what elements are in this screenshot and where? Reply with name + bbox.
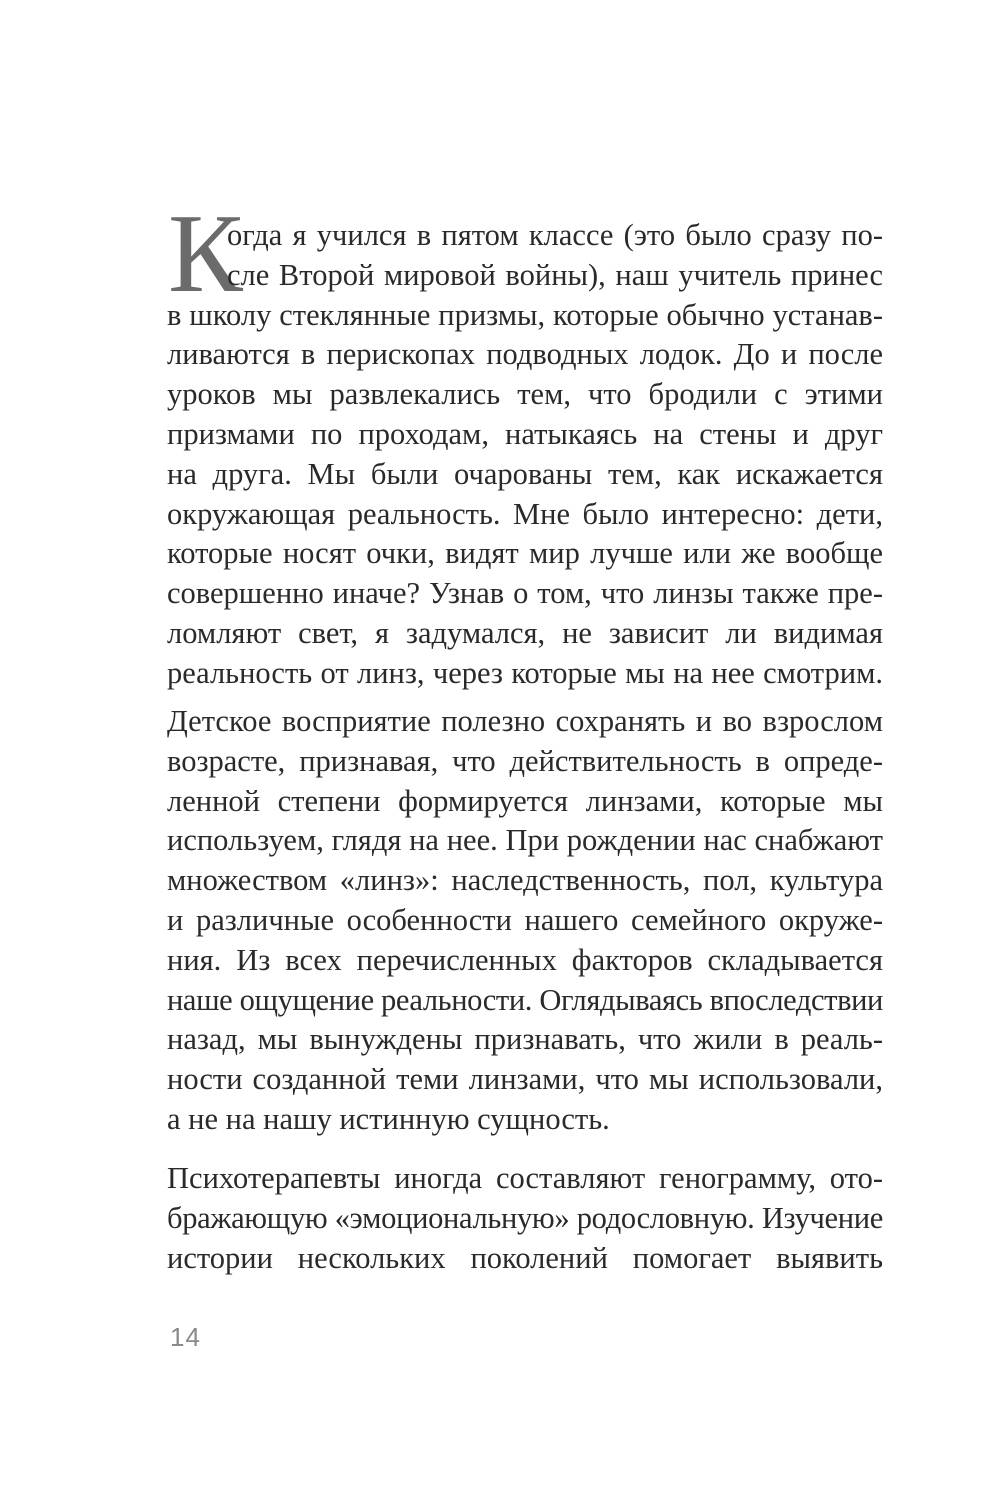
- paragraph-3: [167, 1159, 883, 1278]
- paragraph-line: множеством «линз»: наследственность, пол, культура: [167, 863, 883, 898]
- paragraph-line: сле Второй мировой войны), наш учитель принес: [227, 257, 883, 292]
- paragraph-line: на друга. Мы были очарованы тем, как искажается: [167, 456, 883, 491]
- paragraph-2: [167, 702, 883, 1140]
- paragraph-line: которые носят очки, видят мир лучше или же вообще: [167, 536, 883, 571]
- paragraph-line: ливаются в перископах подводных лодок. До и после: [167, 337, 883, 372]
- paragraph-line: возрасте, признавая, что действительность в опреде-: [167, 743, 883, 778]
- paragraph-line: и различные особенности нашего семейного окруже-: [167, 902, 883, 937]
- paragraph-line: огда я учился в пятом классе (это было сразу по-: [227, 218, 883, 252]
- paragraph-line: Детское восприятие полезно сохранять и во взрослом: [167, 704, 883, 738]
- paragraph-line: бражающую «эмоциональную» родословную. Изучение: [167, 1200, 883, 1235]
- paragraph-line: уроков мы развлекались тем, что бродили с этими: [167, 377, 883, 412]
- paragraph-line: ленной степени формируется линзами, которые мы: [167, 783, 883, 818]
- paragraph-line: Психотерапевты иногда составляют генограмму, ото-: [167, 1161, 883, 1195]
- drop-cap-letter: К: [168, 192, 243, 316]
- paragraph-line: ломляют свет, я задумался, не зависит ли видимая: [167, 615, 883, 650]
- paragraph-line: назад, мы вынуждены признавать, что жили в реаль-: [167, 1022, 883, 1057]
- paragraph-line: реальность от линз, через которые мы на нее смотрим.: [167, 655, 883, 690]
- paragraph-1: [167, 216, 883, 694]
- paragraph-line: окружающая реальность. Мне было интересно: дети,: [167, 496, 883, 531]
- paragraph-line: призмами по проходам, натыкаясь на стены и друг: [167, 416, 883, 451]
- paragraph-line: истории нескольких поколений помогает выявить: [167, 1240, 883, 1275]
- paragraph-line: наше ощущение реальности. Оглядываясь впоследствии: [167, 982, 883, 1017]
- paragraph-line: используем, глядя на нее. При рождении нас снабжают: [167, 823, 883, 858]
- paragraph-line: совершенно иначе? Узнав о том, что линзы также пре-: [167, 576, 883, 611]
- paragraph-line: ности созданной теми линзами, что мы использовали,: [167, 1062, 883, 1097]
- paragraph-line: а не на нашу истинную сущность.: [167, 1101, 610, 1136]
- paragraph-line: в школу стеклянные призмы, которые обычно устанав-: [167, 297, 883, 332]
- page-number: 14: [170, 1322, 201, 1352]
- paragraph-line: ния. Из всех перечисленных факторов складывается: [167, 942, 883, 977]
